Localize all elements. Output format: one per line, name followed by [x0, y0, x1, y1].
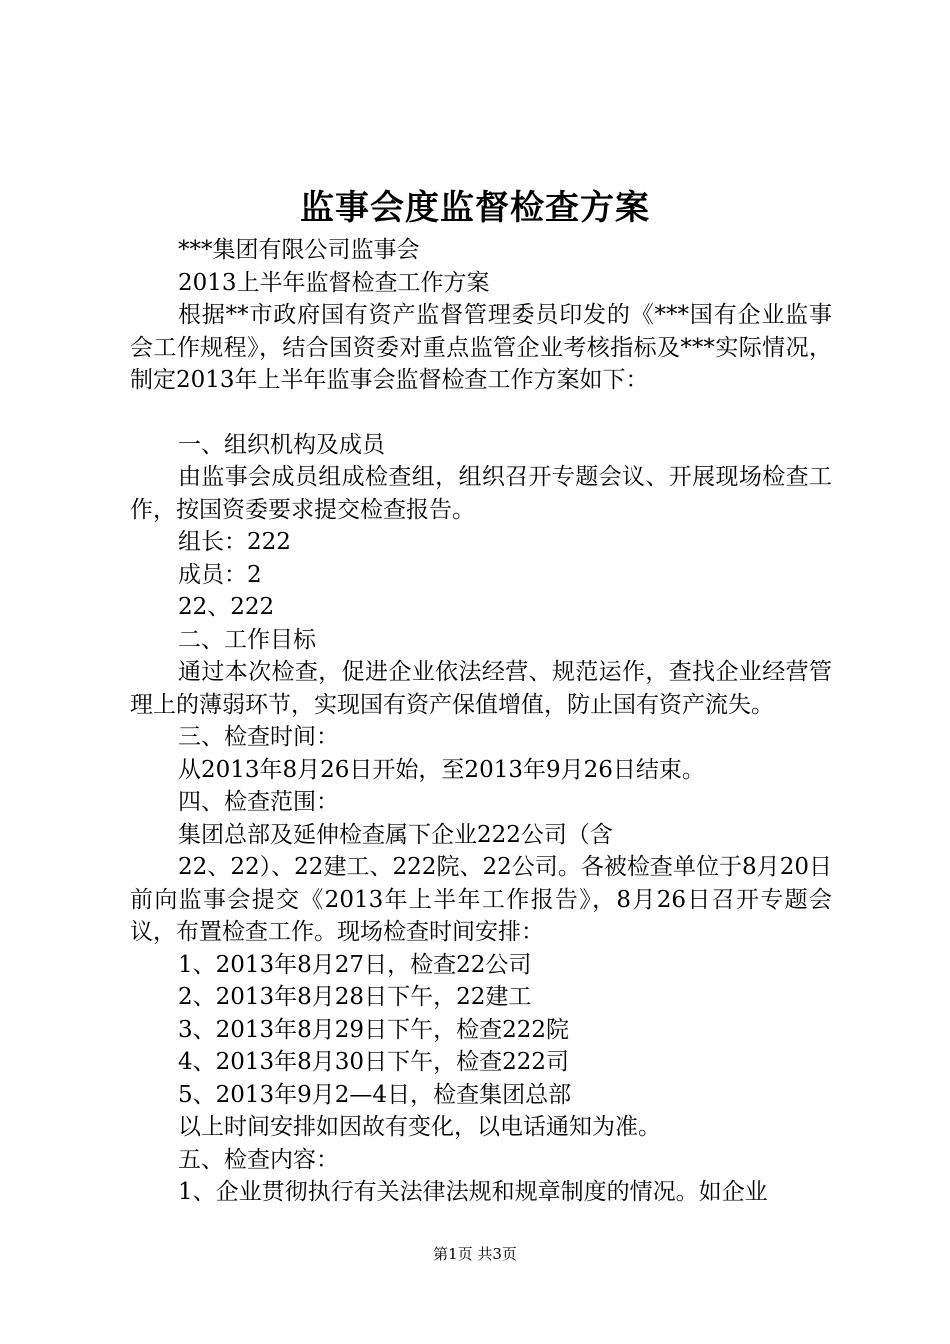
section-heading-5: 五、检查内容：	[178, 1146, 339, 1173]
schedule-item: 3、2013年8月29日下午，检查222院	[178, 1016, 569, 1043]
paragraph: 由监事会成员组成检查组，组织召开专题会议、开展现场检查工作，按国资委要求提交检查报告。	[130, 464, 832, 523]
paragraph: 组长：222	[178, 529, 291, 555]
document-title: 监事会度监督检查方案	[300, 188, 650, 228]
paragraph: 从2013年8月26日开始，至2013年9月26日结束。	[178, 756, 705, 783]
paragraph: 成员：2	[178, 561, 262, 588]
page-footer: 第1页 共3页	[433, 1245, 517, 1263]
section-heading-4: 四、检查范围：	[178, 789, 339, 815]
paragraph: 1、企业贯彻执行有关法律法规和规章制度的情况。如企业	[178, 1179, 768, 1205]
paragraph: 集团总部及延伸检查属下企业222公司（含	[178, 821, 613, 848]
section-heading-3: 三、检查时间：	[178, 724, 339, 750]
paragraph-plan-name: 2013上半年监督检查工作方案	[178, 269, 490, 296]
section-heading-1: 一、组织机构及成员	[178, 431, 385, 458]
paragraph: 通过本次检查，促进企业依法经营、规范运作，查找企业经营管理上的薄弱环节，实现国有资产保值增值，防止国有资产流失。	[130, 659, 832, 718]
schedule-item: 2、2013年8月28日下午，22建工	[178, 984, 532, 1010]
schedule-item: 4、2013年8月30日下午，检查222司	[178, 1049, 569, 1075]
document-body	[130, 234, 832, 1209]
paragraph-intro: 根据**市政府国有资产监督管理委员印发的《***国有企业监事会工作规程》，结合国资委对重点监管企业考核指标及***实际情况，制定2013年上半年监事会监督检查工作方案如下：	[130, 302, 832, 393]
schedule-item: 1、2013年8月27日，检查22公司	[178, 951, 532, 978]
schedule-item: 5、2013年9月2—4日，检查集团总部	[178, 1081, 572, 1108]
paragraph-issuer: ***集团有限公司监事会	[178, 237, 420, 263]
section-heading-2: 二、工作目标	[178, 626, 316, 653]
paragraph: 22、222	[178, 594, 275, 620]
paragraph: 以上时间安排如因故有变化，以电话通知为准。	[178, 1114, 661, 1140]
paragraph: 22、22）、22建工、222院、22公司。各被检查单位于8月20日前向监事会提交《2013年上半年工作报告》，8月26日召开专题会议，布置检查工作。现场检查时间安排：	[130, 854, 832, 945]
